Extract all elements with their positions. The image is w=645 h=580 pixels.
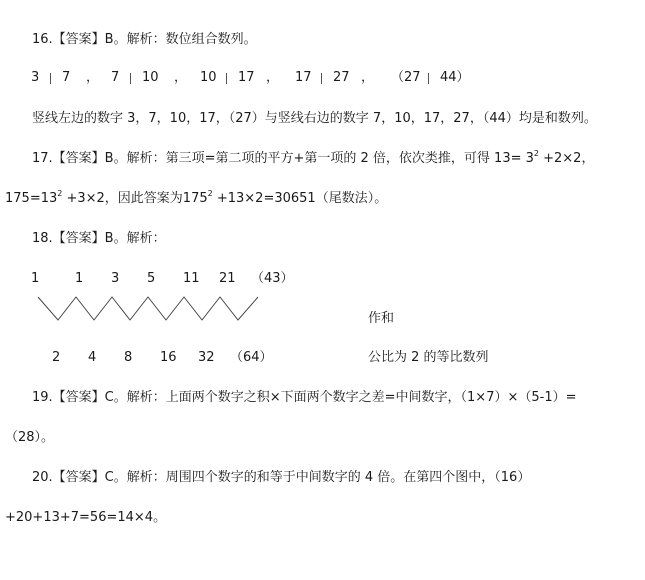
q20-line-2: +20+13+7=56=14×4。	[5, 510, 167, 525]
pair-right: 17	[238, 70, 255, 85]
pair-right: 44）	[440, 70, 470, 85]
bottom-number: 4	[88, 350, 97, 365]
pair-left: （27	[391, 70, 421, 85]
q17-exponent: 2	[207, 189, 213, 198]
pair-separator: ，	[86, 70, 100, 85]
top-number: 3	[111, 271, 120, 286]
top-number: 11	[183, 271, 200, 286]
top-number: 1	[31, 271, 40, 286]
top-number: （43）	[251, 271, 294, 286]
pair-separator: ，	[266, 70, 280, 85]
zigzag-line	[38, 297, 258, 320]
q16-header: 16.【答案】B。解析：数位组合数列。	[32, 32, 257, 47]
q17-text: +13×2=30651（尾数法）。	[212, 191, 388, 206]
pair-left: 17	[295, 70, 312, 85]
q17-exponent: 2	[533, 149, 539, 158]
pair-right: 27	[333, 70, 350, 85]
q16-explanation: 竖线左边的数字 3，7，10，17，（27）与竖线右边的数字 7，10，17，27，（44）均是和数列。	[32, 111, 597, 126]
q19-line-1: 19.【答案】C。解析：上面两个数字之积×下面两个数字之差=中间数字，（1×7）×（5-1）=	[32, 390, 577, 405]
q18-label-ratio: 公比为 2 的等比数列	[368, 350, 489, 365]
q17-text: 17.【答案】B。解析：第三项=第二项的平方+第一项的 2 倍，依次类推，可得 13= 3	[32, 151, 534, 166]
q17-text: +2×2，	[538, 151, 595, 166]
q20-line-1: 20.【答案】C。解析：周围四个数字的和等于中间数字的 4 倍。在第四个图中，（16）	[32, 470, 531, 485]
pair-left: 3	[31, 70, 40, 85]
q17-text: +3×2，因此答案为175	[62, 191, 208, 206]
bottom-number: 16	[160, 350, 177, 365]
pair-left: 10	[200, 70, 217, 85]
q18-label-sum: 作和	[368, 311, 395, 326]
top-number: 1	[75, 271, 84, 286]
top-number: 21	[219, 271, 236, 286]
bottom-number: 8	[124, 350, 133, 365]
top-number: 5	[147, 271, 156, 286]
q19-line-2: （28）。	[5, 430, 55, 445]
pair-separator: ，	[361, 70, 375, 85]
q17-exponent: 2	[57, 189, 63, 198]
q18-header: 18.【答案】B。解析：	[32, 231, 166, 246]
q17-text: 175=13	[5, 191, 58, 206]
pair-left: 7	[111, 70, 120, 85]
bottom-number: （64）	[230, 350, 273, 365]
pair-right: 7	[62, 70, 71, 85]
bottom-number: 2	[52, 350, 61, 365]
pair-separator: ，	[174, 70, 188, 85]
bottom-number: 32	[198, 350, 215, 365]
pair-right: 10	[142, 70, 159, 85]
